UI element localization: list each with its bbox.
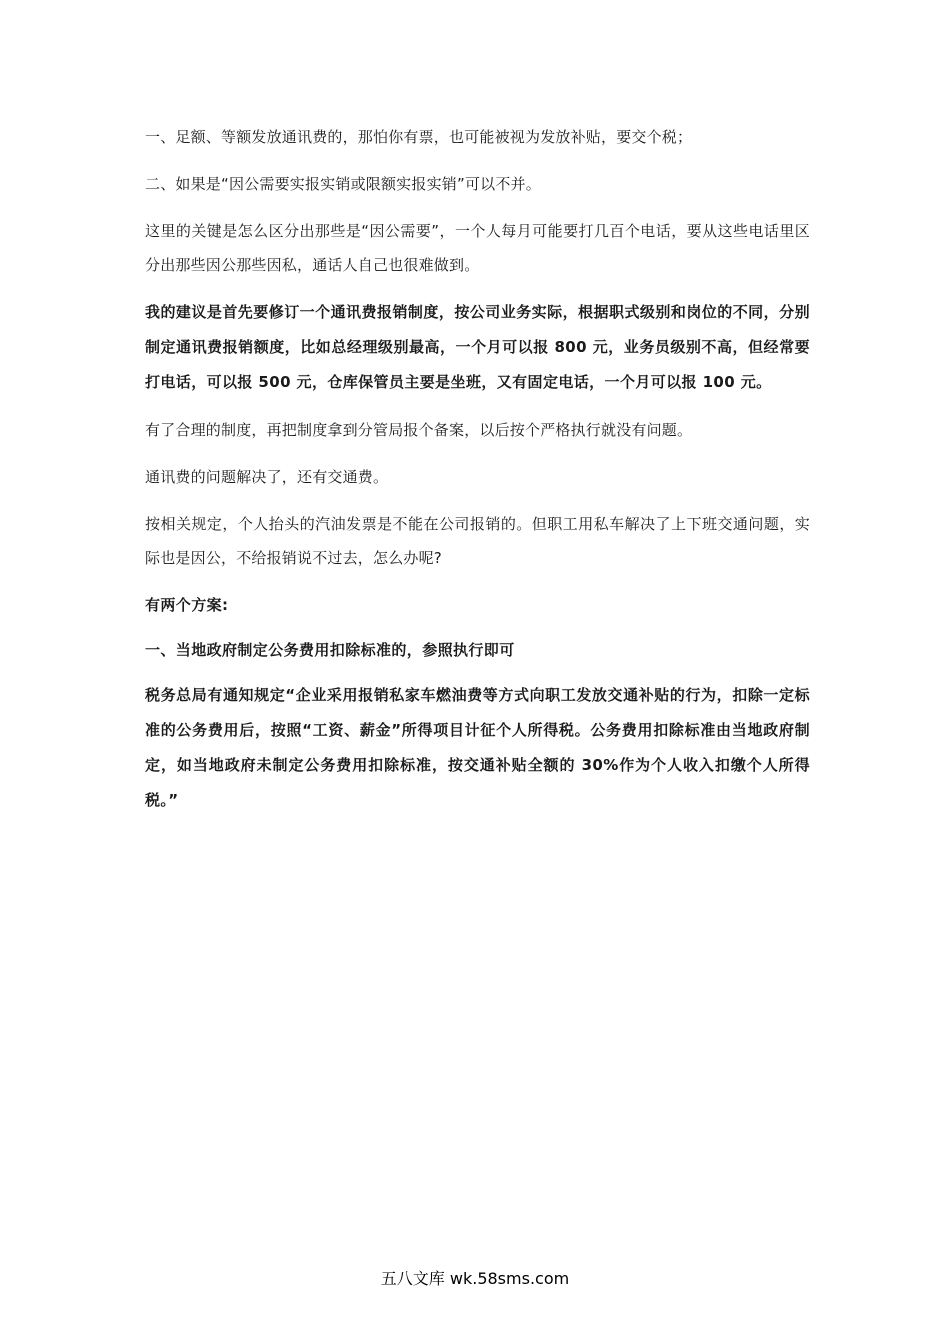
document-body <box>145 120 810 831</box>
paragraph-8: 有两个方案: <box>145 596 229 614</box>
paragraph-5: 有了合理的制度，再把制度拿到分管局报个备案，以后按个严格执行就没有问题。 <box>145 421 693 439</box>
paragraph-4: 我的建议是首先要修订一个通讯费报销制度，按公司业务实际，根据职式级别和岗位的不同，分别制定通讯费报销额度，比如总经理级别最高，一个月可以报 800 元，业务员级别不高，但经常要打电话，可以报 500 元，仓库保管员主要是坐班，又有固定电话，一个月可以报 100 元。 <box>145 303 810 391</box>
paragraph-3: 这里的关键是怎么区分出那些是“因公需要”，一个人每月可能要打几百个电话，要从这些电话里区分出那些因公那些因私，通话人自己也很难做到。 <box>145 222 810 274</box>
paragraph-1: 一、足额、等额发放通讯费的，那怕你有票，也可能被视为发放补贴，要交个税； <box>145 128 693 146</box>
paragraph-6: 通讯费的问题解决了，还有交通费。 <box>145 468 389 486</box>
paragraph-10: 税务总局有通知规定“企业采用报销私家车燃油费等方式向职工发放交通补贴的行为，扣除一定标准的公务费用后，按照“工资、薪金”所得项目计征个人所得税。公务费用扣除标准由当地政府制定，如当地政府未制定公务费用扣除标准，按交通补贴全额的 30%作为个人收入扣缴个人所得税。” <box>145 686 810 809</box>
paragraph-7: 按相关规定，个人抬头的汽油发票是不能在公司报销的。但职工用私车解决了上下班交通问题，实际也是因公，不给报销说不过去，怎么办呢? <box>145 515 810 567</box>
paragraph-2: 二、如果是“因公需要实报实销或限额实报实销”可以不并。 <box>145 175 541 193</box>
paragraph-9: 一、当地政府制定公务费用扣除标准的，参照执行即可 <box>145 641 515 659</box>
footer-watermark: 五八文库 wk.58sms.com <box>380 1269 570 1288</box>
